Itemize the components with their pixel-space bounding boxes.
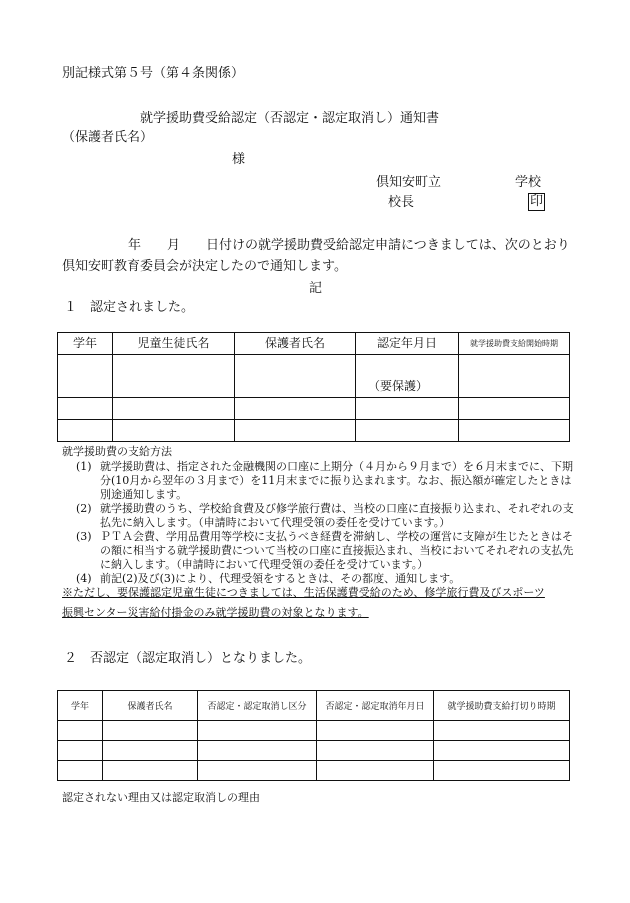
table-row — [58, 761, 570, 781]
header-payment-end: 就学援助費支給打切り時期 — [434, 691, 570, 721]
header-grade: 学年 — [58, 691, 103, 721]
list-item: (3) ＰＴＡ会費、学用品費用等学校に支払うべき経費を滞納し、学校の運営に支障が生じたときはその額に相当する就学援助費について当校の口座に直接振込まれ、当校においてそれぞれの支払先に納入します。（申請時において代理受領の委任を受けています。） — [76, 530, 574, 571]
table-row — [58, 721, 570, 741]
honorific: 様 — [232, 152, 246, 167]
header-approval-date: 認定年月日 — [356, 333, 459, 355]
header-guardian-name: 保護者氏名 — [103, 691, 198, 721]
header-rejection-date: 否認定・認定取消年月日 — [317, 691, 434, 721]
school-prefix: 倶知安町立 — [376, 175, 442, 190]
section-2-heading: ２ 否認定（認定取消し）となりました。 — [64, 651, 312, 666]
list-item: (1) 就学援助費は、指定された金融機関の口座に上期分（４月から９月まで）を６月末までに、下期分(10月から翌年の３月まで）を11月末までに振り込まれます。なお、振込額が確定したときは別途通知します。 — [76, 460, 573, 501]
document-title: 就学援助費受給認定（否認定・認定取消し）通知書 — [140, 111, 440, 126]
list-item: (4) 前記(2)及び(3)により、代理受領をするときは、その都度、通知します。 — [76, 572, 461, 585]
principal-label: 校長 — [388, 195, 415, 210]
table-row — [58, 741, 570, 761]
header-payment-start: 就学援助費支給開始時期 — [459, 333, 570, 355]
header-rejection-type: 否認定・認定取消し区分 — [198, 691, 317, 721]
payment-method-list — [64, 460, 574, 586]
list-item: (2) 就学援助費のうち、学校給食費及び修学旅行費は、当校の口座に直接振り込まれ、それぞれの支払先に納入します。（申請時において代理受領の委任を受けています。） — [76, 502, 574, 529]
table-row — [58, 420, 570, 442]
reason-label: 認定されない理由又は認定取消しの理由 — [62, 791, 260, 804]
form-number: 別記様式第５号（第４条関係） — [62, 66, 245, 81]
school-suffix: 学校 — [515, 175, 542, 190]
seal-mark: 印 — [530, 194, 544, 209]
header-grade: 学年 — [58, 333, 113, 355]
note-line-2: 振興センター災害給付掛金のみ就学援助費の対象となります。 — [62, 606, 369, 619]
approved-table — [57, 332, 570, 442]
guardian-name-label: （保護者氏名） — [62, 130, 154, 145]
table-header-row — [58, 691, 570, 721]
payment-method-heading: 就学援助費の支給方法 — [62, 445, 172, 458]
ki-label: 記 — [309, 281, 323, 296]
table-header-row — [58, 333, 570, 355]
header-guardian-name: 保護者氏名 — [235, 333, 356, 355]
note-line-1: ※ただし、要保護認定児童生徒につきましては、生活保護費受給のため、修学旅行費及びスポーツ — [62, 586, 545, 599]
notice-line-2: 倶知安町教育委員会が決定したので通知します。 — [62, 259, 347, 274]
rejected-table — [57, 690, 570, 781]
header-student-name: 児童生徒氏名 — [113, 333, 235, 355]
section-1-heading: １ 認定されました。 — [64, 300, 195, 315]
notice-line-1: 年 月 日付けの就学援助費受給認定申請につきましては、次のとおり — [128, 238, 570, 253]
youhogo-label: （要保護） — [356, 355, 459, 398]
table-row — [58, 355, 570, 398]
table-row — [58, 398, 570, 420]
